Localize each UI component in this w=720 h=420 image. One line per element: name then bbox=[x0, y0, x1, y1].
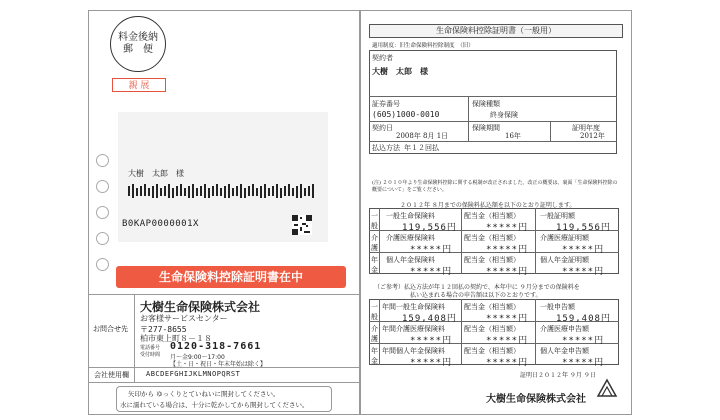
side-label: 一 bbox=[371, 212, 378, 220]
premium-label: 一般生命保険料 bbox=[386, 212, 435, 220]
hours-label: 受付時間 bbox=[140, 352, 161, 358]
contract-date-label: 契約日 bbox=[372, 124, 393, 132]
certified-value: 119,556円 bbox=[556, 223, 611, 233]
declared-label: 個人年金申告額 bbox=[540, 347, 589, 355]
delivery-mark: 親 展 bbox=[112, 78, 166, 92]
side-label: 護 bbox=[371, 335, 378, 343]
info-row-line bbox=[369, 121, 617, 122]
open-note-1: 矢印から ゆっくりとていねいに開封してください。 bbox=[128, 390, 280, 398]
payment-label: 払込方法 bbox=[372, 144, 400, 152]
declared-value: *****円 bbox=[562, 358, 605, 368]
dividend-value: *****円 bbox=[486, 358, 529, 368]
side-label: 年 bbox=[371, 347, 378, 355]
certified-value: *****円 bbox=[562, 267, 605, 277]
contract-date: 2008年 8月 1日 bbox=[396, 132, 449, 140]
sender-phone: 0120-318-7661 bbox=[170, 341, 262, 352]
premium-label: 介護医療保険料 bbox=[386, 234, 435, 242]
side-label: 年 bbox=[371, 256, 378, 264]
company-use-label: 会社使用欄 bbox=[94, 371, 129, 379]
annual-premium-value: 159,408円 bbox=[402, 314, 457, 324]
binder-hole bbox=[96, 258, 109, 271]
table-col-line bbox=[461, 208, 462, 274]
certified-label: 個人年金証明額 bbox=[540, 256, 589, 264]
side-label: 介 bbox=[371, 325, 378, 333]
annual-premium-label: 年間介護医療保険料 bbox=[382, 325, 445, 333]
table-col-line bbox=[535, 299, 536, 365]
period-label: 保険期間 bbox=[472, 124, 500, 132]
side-label: 般 bbox=[371, 313, 378, 321]
dividend-label: 配当金（相当額） bbox=[464, 234, 520, 242]
sender-postal: 〒277-8655 bbox=[140, 325, 187, 334]
declared-label: 介護医療申告額 bbox=[540, 325, 589, 333]
annual-premium-label: 年間個人年金保険料 bbox=[382, 347, 445, 355]
enclosure-banner: 生命保険料控除証明書在中 bbox=[116, 266, 346, 288]
certificate-title: 生命保険料控除証明書（一般用） bbox=[436, 26, 556, 35]
declared-value: 159,408円 bbox=[556, 314, 611, 324]
certificate-company: 大樹生命保険株式会社 bbox=[486, 394, 586, 405]
payment: 年１２回払 bbox=[404, 144, 439, 152]
binder-hole bbox=[96, 206, 109, 219]
certified-label: 一般証明額 bbox=[540, 212, 575, 220]
binder-hole bbox=[96, 232, 109, 245]
side-label: 般 bbox=[371, 222, 378, 230]
side-label: 護 bbox=[371, 244, 378, 252]
dividend-label: 配当金（相当額） bbox=[464, 347, 520, 355]
dividend-label: 配当金（相当額） bbox=[464, 256, 520, 264]
phone-label: 電話番号 bbox=[140, 345, 161, 351]
sender-center: お客様サービスセンター bbox=[140, 314, 228, 323]
qr-code bbox=[292, 215, 312, 235]
sender-company: 大樹生命保険株式会社 bbox=[140, 300, 261, 314]
declared-label: 一般申告額 bbox=[540, 303, 575, 311]
section1-heading: ２０１２年 ８月までの保険料払込額を以下のとおり証明します。 bbox=[400, 202, 576, 209]
postage-line1: 料金後納 bbox=[118, 32, 158, 43]
section2-note-1: （ご参考）払込方法が年１２回払の契約で、本年中に ９月分までの保険料を bbox=[374, 284, 580, 291]
binder-hole bbox=[96, 154, 109, 167]
sender-hours: 月～金9:00～17:00 bbox=[170, 354, 225, 361]
side-label: 一 bbox=[371, 303, 378, 311]
policy-no: (605)1000-0010 bbox=[372, 110, 440, 119]
info-col-line bbox=[468, 96, 469, 141]
contractor-name: 大樹 太郎 様 bbox=[372, 67, 428, 76]
premium-value: *****円 bbox=[410, 245, 453, 255]
dividend-value: *****円 bbox=[486, 245, 529, 255]
declared-value: *****円 bbox=[562, 336, 605, 346]
company-use-bottom bbox=[88, 382, 360, 383]
premium-value: 119,556円 bbox=[402, 223, 457, 233]
dividend-label: 配当金（相当額） bbox=[464, 212, 520, 220]
dividend-label: 配当金（相当額） bbox=[464, 303, 520, 311]
dividend-label: 配当金（相当額） bbox=[464, 325, 520, 333]
table-col-line bbox=[461, 299, 462, 365]
dividend-value: *****円 bbox=[486, 223, 529, 233]
company-use-code: ABCDEFGHIJKLMNOPQRST bbox=[146, 370, 241, 378]
side-label: 介 bbox=[371, 234, 378, 242]
info-row-line bbox=[369, 96, 617, 97]
annual-premium-label: 年間一般生命保険料 bbox=[382, 303, 445, 311]
sender-address: 柏市東上町８－１８ bbox=[140, 334, 212, 343]
period: 16年 bbox=[505, 132, 521, 140]
tax-change-note: (注) ２０１０年より生命保険料控除に関する税制が改正されました。改正の概要は、裏面「生命保険料控除の概要について」をご覧ください。 bbox=[372, 180, 618, 193]
sender-hours-note: 【土・日・祝日・年末年始は除く】 bbox=[170, 361, 267, 368]
table-col-line bbox=[379, 299, 380, 365]
annual-premium-value: *****円 bbox=[410, 358, 453, 368]
premium-value: *****円 bbox=[410, 267, 453, 277]
sender-divider bbox=[134, 294, 135, 366]
issued-date: 証明日２０１２年 ９月 ９日 bbox=[520, 372, 596, 379]
company-logo-icon bbox=[596, 378, 618, 398]
dividend-value: *****円 bbox=[486, 336, 529, 346]
contractor-label: 契約者 bbox=[372, 54, 393, 62]
annual-premium-value: *****円 bbox=[410, 336, 453, 346]
info-col-line bbox=[550, 121, 551, 141]
info-row-line bbox=[369, 141, 617, 142]
postage-stamp bbox=[110, 16, 166, 72]
company-use-divider bbox=[134, 366, 135, 382]
certified-label: 介護医療証明額 bbox=[540, 234, 589, 242]
side-label: 金 bbox=[371, 357, 378, 365]
insurance-type: 終身保険 bbox=[490, 111, 518, 119]
postage-line2: 郵 便 bbox=[123, 44, 153, 55]
postal-barcode bbox=[128, 184, 318, 198]
dividend-value: *****円 bbox=[486, 314, 529, 324]
barcode-id: B0KAP0000001X bbox=[122, 219, 199, 229]
addressee-name: 大樹 太郎 様 bbox=[128, 169, 184, 178]
sender-label: お問合せ先 bbox=[93, 325, 128, 333]
policy-no-label: 証券番号 bbox=[372, 100, 400, 108]
side-label: 金 bbox=[371, 266, 378, 274]
section2-note-2: 払い込まれる場合の申告額は以下のとおりです。 bbox=[410, 292, 542, 299]
dividend-value: *****円 bbox=[486, 267, 529, 277]
open-note-2: 水に濡れている場合は、十分に乾かしてから開封してください。 bbox=[120, 401, 309, 409]
insurance-type-label: 保険種類 bbox=[472, 100, 500, 108]
system-label: 適用制度：旧生命保険料控除制度 （旧） bbox=[372, 43, 474, 49]
cert-year-label: 証明年度 bbox=[572, 124, 600, 132]
premium-label: 個人年金保険料 bbox=[386, 256, 435, 264]
certified-value: *****円 bbox=[562, 245, 605, 255]
binder-hole bbox=[96, 180, 109, 193]
cert-year: 2012年 bbox=[580, 132, 605, 140]
table-col-line bbox=[535, 208, 536, 274]
table-col-line bbox=[379, 208, 380, 274]
